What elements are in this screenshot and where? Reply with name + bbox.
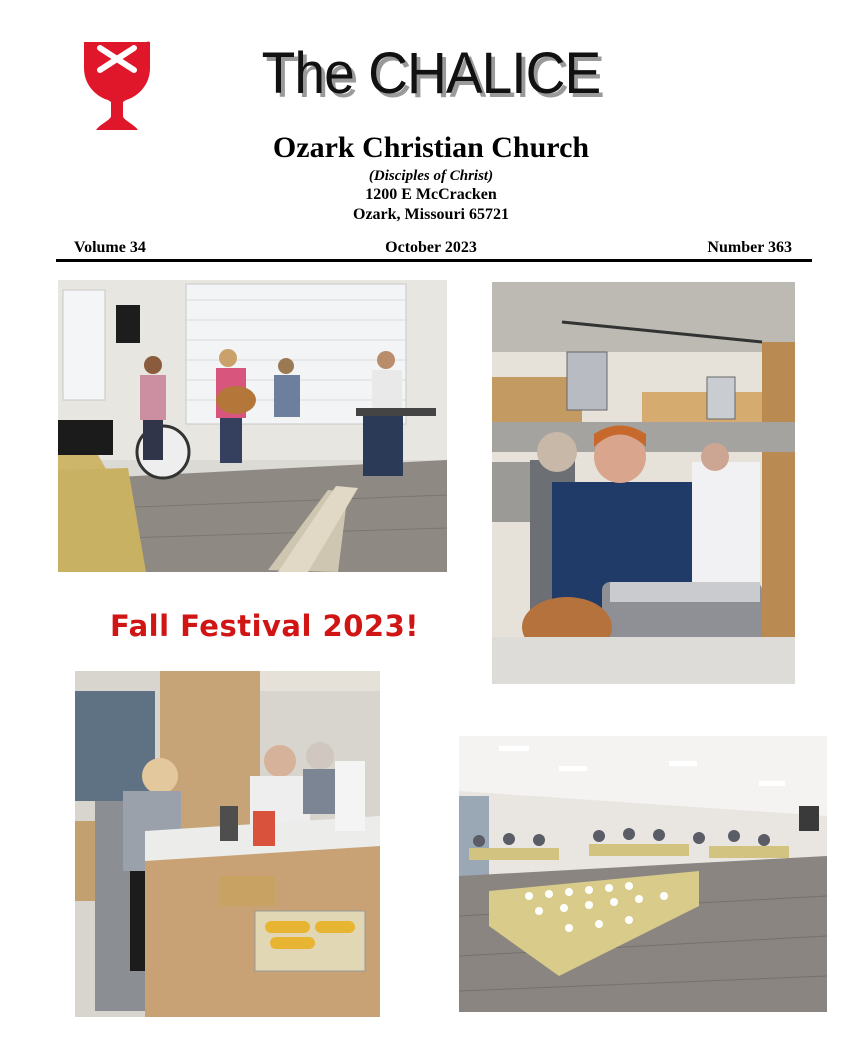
kitchen-cooking-photo	[492, 282, 795, 684]
issue-date: October 2023	[385, 239, 477, 256]
address-line-2: Ozark, Missouri 65721	[353, 206, 509, 223]
food-serving-photo	[75, 671, 380, 1017]
musicians-performing-photo	[58, 280, 447, 572]
issue-volume: Volume 34	[74, 239, 146, 256]
issue-number: Number 363	[707, 239, 792, 256]
fall-festival-headline: Fall Festival 2023!	[110, 609, 419, 643]
church-name: Ozark Christian Church	[272, 131, 590, 164]
fellowship-hall-photo	[459, 736, 827, 1012]
newsletter-title: The CHALICE	[261, 41, 601, 106]
church-affiliation: (Disciples of Christ)	[368, 168, 494, 184]
header-divider	[56, 259, 812, 262]
address-line-1: 1200 E McCracken	[365, 186, 497, 203]
